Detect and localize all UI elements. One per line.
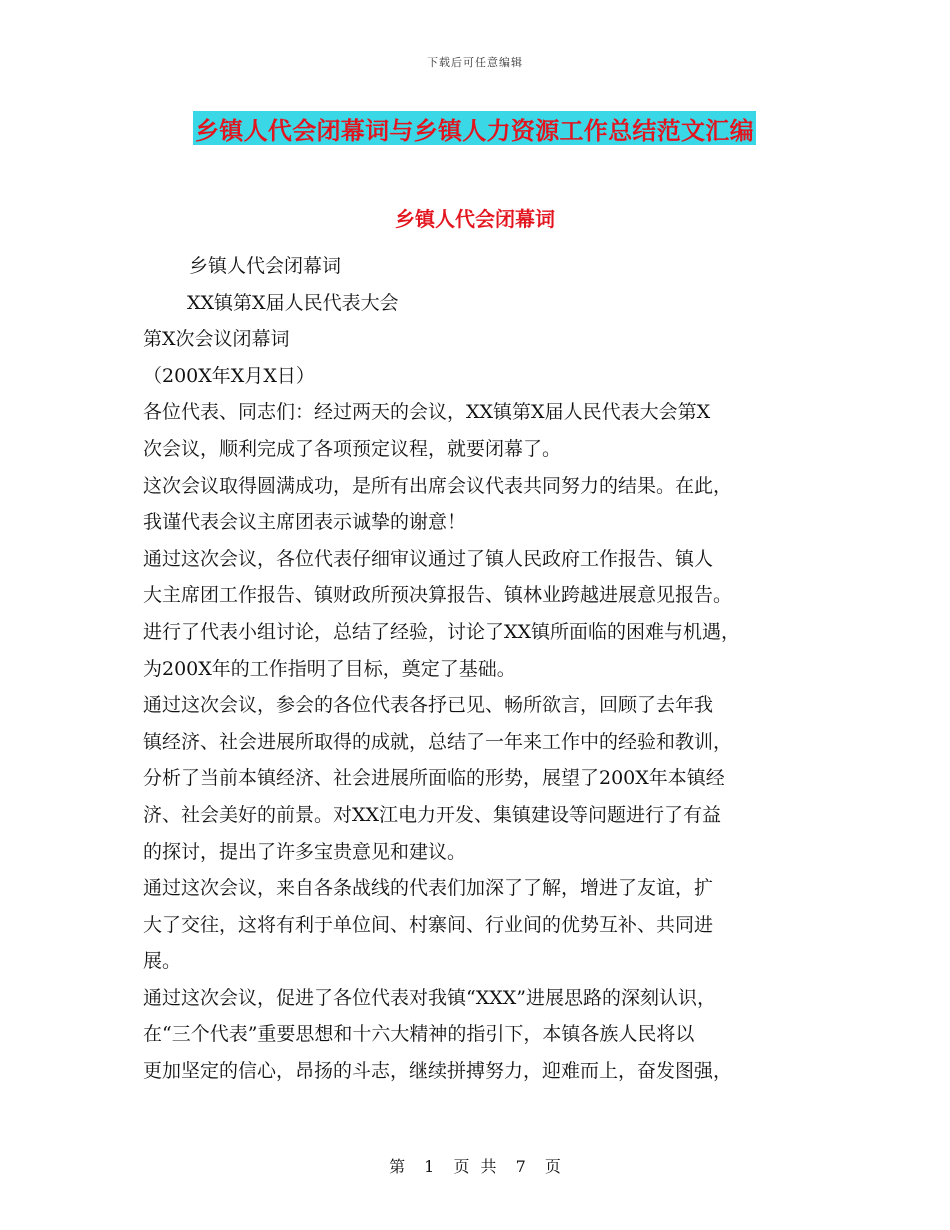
- body-line: 展。: [143, 950, 182, 973]
- body-line: 第X次会议闭幕词: [143, 328, 290, 351]
- body-line: 通过这次会议，促进了各位代表对我镇“XXX”进展思路的深刻认识，: [143, 986, 717, 1009]
- body-line: 通过这次会议，来自各条战线的代表们加深了了解，增进了友谊，扩: [143, 877, 714, 900]
- footer-middle: 页 共: [453, 1157, 497, 1176]
- main-title-highlight: [193, 111, 756, 145]
- body-line: 次会议，顺利完成了各项预定议程，就要闭幕了。: [143, 437, 562, 460]
- header-note: 下载后可任意编辑: [427, 56, 523, 69]
- body-line: 的探讨，提出了许多宝贵意见和建议。: [143, 840, 467, 863]
- body-line: 通过这次会议，参会的各位代表各抒已见、畅所欲言，回顾了去年我: [143, 694, 714, 717]
- body-line: 镇经济、社会进展所取得的成就，总结了一年来工作中的经验和教训，: [143, 730, 733, 753]
- body-line: （200X年X月X日）: [143, 364, 315, 387]
- body-line: 更加坚定的信心，昂扬的斗志，继续拼搏努力，迎难而上，奋发图强，: [143, 1060, 733, 1083]
- body-line: 进行了代表小组讨论，总结了经验，讨论了XX镇所面临的困难与机遇，: [143, 620, 741, 643]
- body-line: 通过这次会议，各位代表仔细审议通过了镇人民政府工作报告、镇人: [143, 547, 714, 570]
- body-line: 分析了当前本镇经济、社会进展所面临的形势，展望了200X年本镇经: [143, 767, 725, 790]
- total-pages: 7: [515, 1157, 526, 1176]
- page-number: 1: [424, 1157, 435, 1176]
- document-body: [143, 248, 823, 1090]
- section-title: 乡镇人代会闭幕词: [395, 207, 555, 231]
- body-line: XX镇第X届人民代表大会: [187, 291, 399, 314]
- body-line: 各位代表、同志们：经过两天的会议，XX镇第X届人民代表大会第X: [143, 401, 711, 424]
- footer-suffix: 页: [544, 1157, 561, 1176]
- body-line: 济、社会美好的前景。对XX江电力开发、集镇建设等问题进行了有益: [143, 803, 722, 826]
- body-line: 大主席团工作报告、镇财政所预决算报告、镇林业跨越进展意见报告。: [143, 584, 733, 607]
- main-title: 乡镇人代会闭幕词与乡镇人力资源工作总结范文汇编: [195, 116, 754, 145]
- body-line: 在“三个代表”重要思想和十六大精神的指引下，本镇各族人民将以: [143, 1023, 695, 1046]
- page-footer: [0, 1154, 950, 1177]
- body-line: 我谨代表会议主席团表示诚挚的谢意！: [143, 511, 467, 534]
- footer-prefix: 第: [389, 1157, 406, 1176]
- body-line: 为200X年的工作指明了目标，奠定了基础。: [143, 657, 516, 680]
- body-line: 大了交往，这将有利于单位间、村寨间、行业间的优势互补、共同进: [143, 913, 714, 936]
- body-line: 这次会议取得圆满成功，是所有出席会议代表共同努力的结果。在此，: [143, 474, 733, 497]
- body-line: 乡镇人代会闭幕词: [189, 255, 342, 277]
